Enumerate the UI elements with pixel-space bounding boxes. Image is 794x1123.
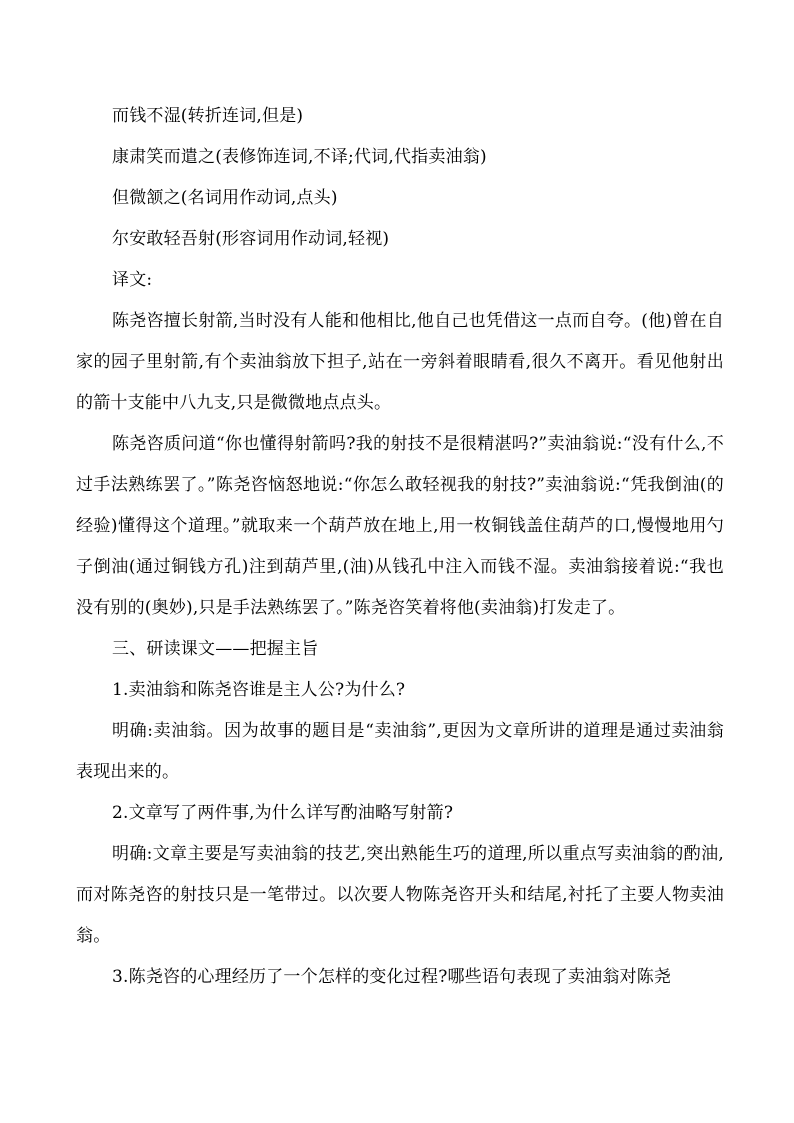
note-paragraph: 康肃笑而遣之(表修饰连词,不译;代词,代指卖油翁) bbox=[112, 147, 487, 167]
translation-heading: 译文: bbox=[112, 270, 153, 290]
answer-paragraph: 明确:文章主要是写卖油翁的技艺,突出熟能生巧的道理,所以重点写卖油翁的酌油,而对陈尧咨的射技只是一笔带过。以次要人物陈尧咨开头和结尾,衬托了主要人物卖油翁。 bbox=[76, 844, 724, 946]
note-paragraph: 而钱不湿(转折连词,但是) bbox=[112, 106, 304, 126]
answer-paragraph: 明确:卖油翁。因为故事的题目是“卖油翁”,更因为文章所讲的道理是通过卖油翁表现出来的。 bbox=[76, 721, 724, 782]
translation-paragraph: 陈尧咨擅长射箭,当时没有人能和他相比,他自己也凭借这一点而自夸。(他)曾在自家的园子里射箭,有个卖油翁放下担子,站在一旁斜着眼睛看,很久不离开。看见他射出的箭十支能中八九支,只是微微地点点头。 bbox=[76, 311, 724, 413]
question-paragraph: 3.陈尧咨的心理经历了一个怎样的变化过程?哪些语句表现了卖油翁对陈尧 bbox=[112, 967, 672, 987]
question-paragraph: 1.卖油翁和陈尧咨谁是主人公?为什么? bbox=[112, 680, 406, 700]
note-paragraph: 但微颔之(名词用作动词,点头) bbox=[112, 188, 338, 208]
question-paragraph: 2.文章写了两件事,为什么详写酌油略写射箭? bbox=[112, 803, 454, 823]
note-paragraph: 尔安敢轻吾射(形容词用作动词,轻视) bbox=[112, 229, 390, 249]
translation-paragraph: 陈尧咨质问道“你也懂得射箭吗?我的射技不是很精湛吗?”卖油翁说:“没有什么,不过手法熟练罢了。”陈尧咨恼怒地说:“你怎么敢轻视我的射技?”卖油翁说:“凭我倒油(的经验)懂得这个道理。”就取来一个葫芦放在地上,用一枚铜钱盖住葫芦的口,慢慢地用勺子倒油(通过铜钱方孔)注到葫芦里,(油)从钱孔中注入而钱不湿。卖油翁接着说:“我也没有别的(奥妙),只是手法熟练罢了。”陈尧咨笑着将他(卖油翁)打发走了。 bbox=[76, 434, 724, 618]
section-heading: 三、研读课文——把握主旨 bbox=[112, 639, 319, 659]
document-body bbox=[76, 96, 724, 998]
